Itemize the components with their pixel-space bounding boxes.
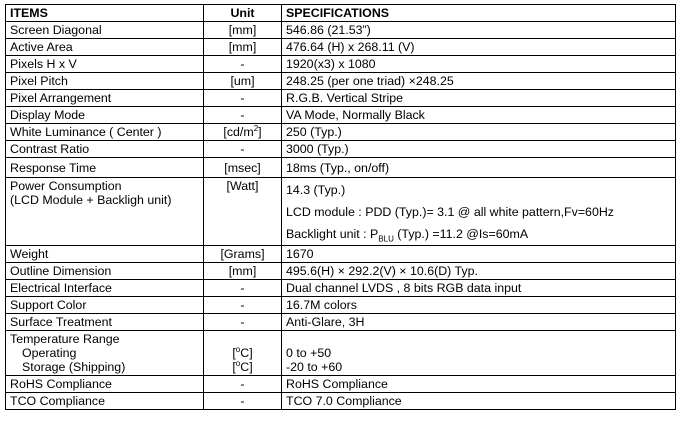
table-row [6,73,676,90]
table-row [6,141,676,158]
spec-cell: Anti-Glare, 3H [282,314,676,331]
table-row [6,39,676,56]
spec-cell: 16.7M colors [282,297,676,314]
unit-cell: - [204,280,282,297]
table-row [6,393,676,410]
spec-text: Backlight unit : P [286,227,379,241]
item-line: Storage (Shipping) [22,360,126,374]
spec-cell: 18ms (Typ., on/off) [282,158,676,178]
spec-subscript: BLU [378,234,394,244]
table-row [6,263,676,280]
spec-cell: 1920(x3) x 1080 [282,56,676,73]
item-cell: Active Area [6,39,204,56]
unit-superscript: o [235,358,241,368]
header-items: ITEMS [6,5,204,22]
unit-cell: - [204,107,282,124]
item-cell: Pixel Arrangement [6,90,204,107]
table-row [6,376,676,393]
spec-line: LCD module : PDD (Typ.)= 3.1 @ all white pattern,Fv=60Hz [286,205,614,219]
spec-cell: 250 (Typ.) [282,124,676,141]
spec-cell: 546.86 (21.53”) [282,22,676,39]
spec-line: 0 to +50 [286,346,332,360]
spec-cell: 495.6(H) × 292.2(V) × 10.6(D) Typ. [282,263,676,280]
spec-cell: 1670 [282,246,676,263]
unit-base: [cd/m [223,125,254,139]
unit-superscript: o [235,344,241,354]
unit-cell: [Grams] [204,246,282,263]
table-row [6,56,676,73]
specifications-table [5,4,676,410]
table-row [6,246,676,263]
unit-line [208,346,277,360]
table-row [6,158,676,178]
unit-cell: - [204,141,282,158]
item-cell: Contrast Ratio [6,141,204,158]
item-cell: Surface Treatment [6,314,204,331]
item-cell: Pixel Pitch [6,73,204,90]
spec-text: (Typ.) =11.2 @Is=60mA [393,227,529,241]
spec-line: 14.3 (Typ.) [286,183,346,197]
unit-cell: [um] [204,73,282,90]
spec-cell: R.G.B. Vertical Stripe [282,90,676,107]
unit-cell [204,124,282,141]
spec-cell: Dual channel LVDS , 8 bits RGB data input [282,280,676,297]
table-row [6,90,676,107]
item-cell: Support Color [6,297,204,314]
item-cell: TCO Compliance [6,393,204,410]
unit-cell: - [204,393,282,410]
item-cell: Outline Dimension [6,263,204,280]
unit-cell: [mm] [204,263,282,280]
item-cell: Display Mode [6,107,204,124]
item-line: Operating [22,346,77,360]
spec-line [286,227,671,244]
header-row [6,5,676,22]
item-cell: Pixels H x V [6,56,204,73]
spec-line: -20 to +60 [286,360,343,374]
item-cell [6,178,204,246]
spec-cell [282,331,676,376]
unit-cell: - [204,297,282,314]
spec-cell: RoHS Compliance [282,376,676,393]
item-line: Power Consumption [10,179,122,193]
table-row [6,107,676,124]
spec-cell: TCO 7.0 Compliance [282,393,676,410]
unit-cell: - [204,90,282,107]
unit-cell: - [204,376,282,393]
item-cell: White Luminance ( Center ) [6,124,204,141]
spec-cell: 476.64 (H) x 268.11 (V) [282,39,676,56]
unit-end: ] [258,125,262,139]
table-row [6,331,676,376]
unit-text: C] [240,360,253,374]
unit-cell: - [204,56,282,73]
unit-superscript: 2 [253,123,259,133]
unit-cell: - [204,314,282,331]
item-cell: Weight [6,246,204,263]
unit-text: [ [232,360,236,374]
unit-line [208,360,277,374]
item-cell: Electrical Interface [6,280,204,297]
item-line: Temperature Range [10,332,120,346]
unit-cell: [mm] [204,39,282,56]
spec-cell: 3000 (Typ.) [282,141,676,158]
unit-text: C] [240,346,253,360]
table-row [6,22,676,39]
unit-cell [204,331,282,376]
item-line: (LCD Module + Backligh unit) [10,193,172,207]
spec-cell [282,178,676,246]
unit-text: [ [232,346,236,360]
table-row [6,280,676,297]
table-row [6,178,676,246]
unit-cell: [Watt] [204,178,282,246]
item-cell: RoHS Compliance [6,376,204,393]
spec-cell: VA Mode, Normally Black [282,107,676,124]
unit-cell: [msec] [204,158,282,178]
table-row [6,297,676,314]
spec-cell: 248.25 (per one triad) ×248.25 [282,73,676,90]
item-cell: Response Time [6,158,204,178]
table-row [6,124,676,141]
header-specifications: SPECIFICATIONS [282,5,676,22]
item-cell: Screen Diagonal [6,22,204,39]
table-row [6,314,676,331]
unit-cell: [mm] [204,22,282,39]
item-cell [6,331,204,376]
header-unit: Unit [204,5,282,22]
